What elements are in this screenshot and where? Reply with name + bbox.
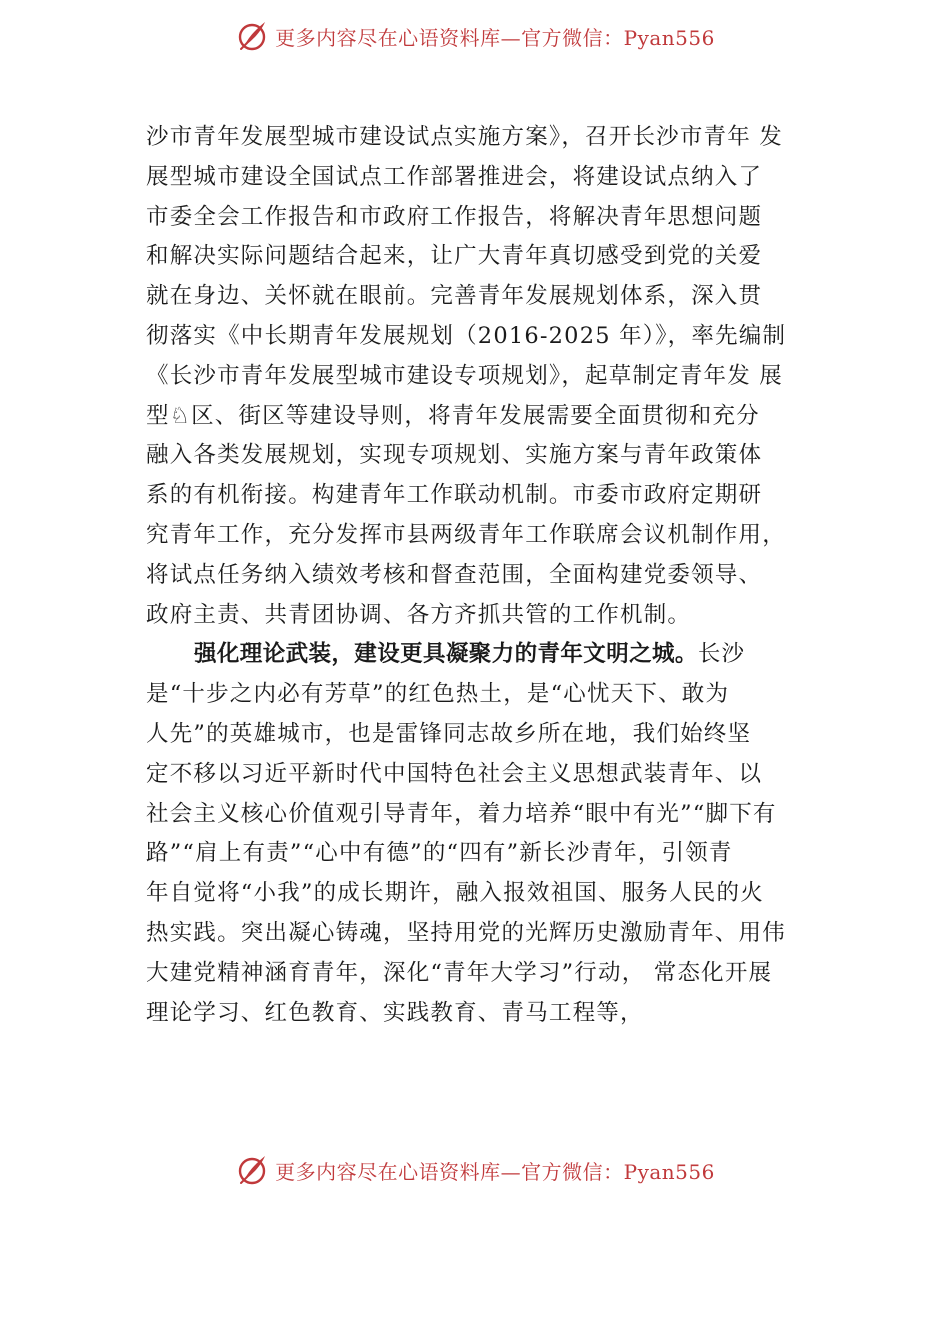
bold-heading: 强化理论武装，建设更具凝聚力的青年文明之城。 (194, 641, 698, 668)
text-line: 市委全会工作报告和市政府工作报告，将解决青年思想问题 (146, 203, 763, 230)
text-line: 就在身边、关怀就在眼前。完善青年发展规划体系，深入贯 (146, 283, 763, 310)
text-line: 热实践。突出凝心铸魂，坚持用党的光辉历史激励青年、用伟 (146, 919, 786, 946)
quill-logo-icon (235, 1153, 269, 1187)
text-line: 理论学习、红色教育、实践教育、青马工程等， (146, 999, 644, 1026)
document-body (146, 118, 822, 1033)
text-line: 人先”的英雄城市，也是雷锋同志故乡所在地，我们始终坚 (146, 720, 752, 747)
text-line: 大建党精神涵育青年，深化“青年大学习”行动， 常态化开展 (146, 959, 773, 986)
text-line: 系的有机衔接。构建青年工作联动机制。市委市政府定期研 (146, 482, 763, 509)
header-banner-text: 更多内容尽在心语资料库—官方微信：Pyan556 (275, 25, 715, 50)
text-line: 和解决实际问题结合起来，让广大青年真切感受到党的关爱 (146, 243, 763, 270)
header-banner (0, 16, 950, 56)
text-line: 路”“肩上有责”“心中有德”的“四有”新长沙青年，引领青 (146, 840, 733, 867)
quill-logo-icon (235, 19, 269, 53)
text-line: 究青年工作，充分发挥市县两级青年工作联席会议机制作用， (146, 521, 786, 548)
text-line: 《长沙市青年发展型城市建设专项规划》，起草制定青年发 展 (146, 362, 784, 389)
text-line: 融入各类发展规划，实现专项规划、实施方案与青年政策体 (146, 442, 763, 469)
text-run: 长沙 (697, 641, 746, 668)
text-line: 型♘区、街区等建设导则，将青年发展需要全面贯彻和充分 (146, 402, 760, 429)
text-line: 是“十步之内必有芳草”的红色热土，是“心忧天下、敢为 (146, 681, 730, 708)
text-line: 定不移以习近平新时代中国特色社会主义思想武装青年、以 (146, 760, 763, 787)
text-line: 年自觉将“小我”的成长期许，融入报效祖国、服务人民的火 (146, 880, 764, 907)
paragraph-2 (146, 635, 822, 1033)
footer-banner-text: 更多内容尽在心语资料库—官方微信：Pyan556 (275, 1159, 715, 1184)
text-line: 彻落实《中长期青年发展规划（2016-2025 年）》，率先编制 (146, 322, 787, 349)
paragraph-1 (146, 118, 822, 635)
footer-banner (0, 1150, 950, 1190)
text-line: 将试点任务纳入绩效考核和督查范围，全面构建党委领导、 (146, 561, 763, 588)
text-line: 社会主义核心价值观引导青年，着力培养“眼中有光”“脚下有 (146, 800, 777, 827)
paragraph-lead-line (146, 635, 822, 675)
text-line: 沙市青年发展型城市建设试点实施方案》，召开长沙市青年 发 (146, 124, 784, 150)
text-line: 展型城市建设全国试点工作部署推进会，将建设试点纳入了 (146, 163, 763, 190)
text-line: 政府主责、共青团协调、各方齐抓共管的工作机制。 (146, 601, 692, 628)
